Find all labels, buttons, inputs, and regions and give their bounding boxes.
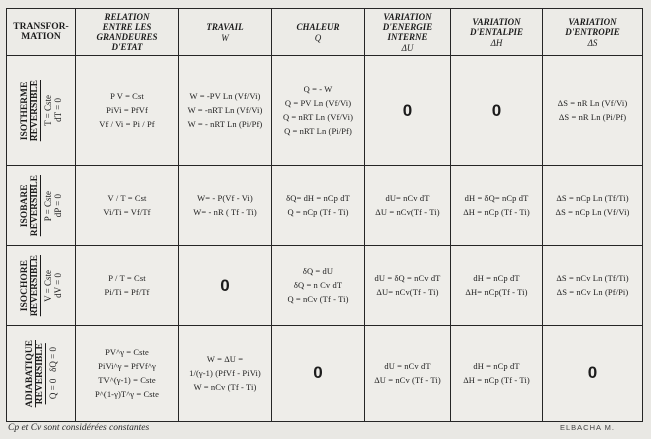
enthalpie-cell-content <box>453 167 540 244</box>
relation-cell-content <box>78 327 176 420</box>
travail-cell <box>179 166 272 246</box>
entropie-cell-formula: ΔS = nR Ln (Pi/Pf) <box>558 112 627 123</box>
chaleur-cell-formula: δQ= dH = nCp dT <box>286 193 350 204</box>
chaleur-cell-content <box>274 57 362 164</box>
enthalpie-cell <box>451 325 543 421</box>
enthalpie-cell-formula: dH = δQ= nCp dT <box>464 193 529 204</box>
transformation-name: ADIABATIQUE REVERSIBLE <box>24 339 45 408</box>
row-header-isotherme <box>7 56 76 166</box>
energie-cell-content <box>367 247 448 324</box>
energie-cell-formula: dU = nCv dT <box>384 360 431 371</box>
relation-cell-formula: P V = Cst <box>110 91 144 102</box>
travail-cell <box>179 325 272 421</box>
chaleur-cell-zero-value: 0 <box>313 363 323 383</box>
transformations-body <box>7 56 643 422</box>
header-relation: RELATION ENTRE LES GRANDEURES D'ETAT <box>76 9 179 56</box>
relation-cell-content <box>78 57 176 164</box>
travail-cell-formula: W= - P(Vf - Vi) <box>197 193 253 204</box>
chaleur-cell <box>272 325 365 421</box>
enthalpie-cell-content <box>453 327 540 420</box>
enthalpie-cell <box>451 246 543 326</box>
relation-cell-formula: P / T = Cst <box>108 273 146 283</box>
entropie-cell-zero-value: 0 <box>587 363 598 383</box>
entropie-cell-content <box>545 57 640 164</box>
travail-cell-formula: W = - nRT Ln (Pi/Pf) <box>187 119 263 130</box>
thermodynamic-transformations-table <box>6 8 643 422</box>
chaleur-cell-content <box>274 247 362 324</box>
enthalpie-cell-formula: ΔH = nCp (Tf - Ti) <box>463 207 530 218</box>
transformation-name: ISOCHORE REVERSIBLE <box>19 254 40 317</box>
travail-cell-zero-value: 0 <box>220 275 230 295</box>
relation-cell-formula: TV^(γ-1) = Cste <box>98 374 156 385</box>
chaleur-cell <box>272 166 365 246</box>
energie-cell-formula: dU= nCv dT <box>385 193 430 204</box>
travail-cell-formula: W = nCv (Tf - Ti) <box>193 381 257 392</box>
enthalpie-cell-content <box>453 247 540 324</box>
relation-cell <box>76 166 179 246</box>
enthalpie-cell-formula: ΔH= nCp(Tf - Ti) <box>465 287 528 297</box>
header-row <box>7 9 643 56</box>
entropie-cell-content <box>545 247 640 324</box>
header-enthalpie: VARIATION D'ENTALPIE ΔH <box>451 9 543 56</box>
energie-cell-formula: dU = δQ = nCv dT <box>374 273 441 283</box>
relation-cell-formula: Pi/Ti = Pf/Tf <box>104 287 150 297</box>
row-adiabatique <box>7 325 643 421</box>
entropie-cell-content <box>545 327 640 420</box>
entropie-cell-formula: ΔS = nR Ln (Vf/Vi) <box>557 98 628 109</box>
chaleur-cell-formula: Q = nCp (Tf - Ti) <box>287 207 349 218</box>
entropie-cell-formula: ΔS = nCp Ln (Tf/Ti) <box>556 193 629 204</box>
travail-cell <box>179 56 272 166</box>
energie-cell-content <box>367 167 448 244</box>
transformation-name: ISOTHERME REVERSIBLE <box>19 80 40 142</box>
relation-cell-formula: V / T = Cst <box>107 193 147 204</box>
header-energie-interne: VARIATION D'ENERGIE INTERNE ΔU <box>365 9 451 56</box>
travail-cell-content <box>181 167 269 244</box>
row-isotherme <box>7 56 643 166</box>
relation-cell <box>76 56 179 166</box>
row-isobare <box>7 166 643 246</box>
enthalpie-cell-content <box>453 57 540 164</box>
energie-cell-formula: ΔU = nCv (Tf - Ti) <box>374 374 441 385</box>
row-header-isobare <box>7 166 76 246</box>
energie-cell-content <box>367 327 448 420</box>
entropie-cell <box>543 166 643 246</box>
travail-cell-content <box>181 327 269 420</box>
entropie-cell-formula: ΔS = nCv Ln (Pf/Pi) <box>556 287 629 297</box>
header-transformation-l2: MATION <box>21 32 61 42</box>
chaleur-cell-formula: Q = - W <box>303 84 333 95</box>
chaleur-cell <box>272 56 365 166</box>
energie-cell-formula: ΔU = nCv(Tf - Ti) <box>375 207 440 218</box>
travail-cell-formula: W = -PV Ln (Vf/Vi) <box>189 91 261 102</box>
header-transformation-l1: TRANSFOR- <box>13 22 69 32</box>
relation-cell <box>76 246 179 326</box>
travail-cell-formula: W = -nRT Ln (Vf/Vi) <box>187 105 263 116</box>
energie-cell <box>365 325 451 421</box>
chaleur-cell-formula: Q = nRT Ln (Vf/Vi) <box>282 112 354 123</box>
chaleur-cell <box>272 246 365 326</box>
header-chaleur: CHALEUR Q <box>272 9 365 56</box>
enthalpie-cell-formula: dH = nCp dT <box>473 360 520 371</box>
chaleur-cell-formula: Q = PV Ln (Vf/Vi) <box>284 98 352 109</box>
energie-cell <box>365 166 451 246</box>
enthalpie-cell-formula: dH = nCp dT <box>473 273 520 283</box>
header-travail: TRAVAIL W <box>179 9 272 56</box>
relation-cell-formula: Vf / Vi = Pi / Pf <box>99 119 155 130</box>
author-signature: ELBACHA M. <box>560 423 616 432</box>
enthalpie-cell <box>451 56 543 166</box>
transformation-condition: P = Cste dP = 0 <box>42 190 63 221</box>
header-entropie: VARIATION D'ENTROPIE ΔS <box>543 9 643 56</box>
travail-cell-formula: W= - nR ( Tf - Ti) <box>193 207 257 218</box>
row-header-adiabatique <box>7 325 76 421</box>
travail-cell-content <box>181 57 269 164</box>
row-header-isochore <box>7 246 76 326</box>
relation-cell-formula: Vi/Ti = Vf/Tf <box>103 207 151 218</box>
travail-cell <box>179 246 272 326</box>
energie-cell <box>365 56 451 166</box>
transformation-name: ISOBARE REVERSIBLE <box>19 175 40 237</box>
entropie-cell <box>543 56 643 166</box>
relation-cell-formula: PiVi = PfVf <box>106 105 148 116</box>
energie-cell-formula: ΔU= nCv(Tf - Ti) <box>376 287 439 297</box>
energie-cell-zero-value: 0 <box>402 100 413 120</box>
relation-cell-formula: PV^γ = Cste <box>105 346 149 357</box>
chaleur-cell-formula: Q = nRT Ln (Pi/Pf) <box>284 126 352 137</box>
energie-cell-content <box>367 57 448 164</box>
chaleur-cell-content <box>274 327 362 420</box>
header-transformation <box>7 9 76 56</box>
travail-cell-formula: 1/(γ-1) (PfVf - PiVi) <box>189 367 261 378</box>
entropie-cell-formula: ΔS = nCp Ln (Vf/Vi) <box>555 207 630 218</box>
entropie-cell <box>543 325 643 421</box>
enthalpie-cell <box>451 166 543 246</box>
chaleur-cell-formula: δQ = n Cv dT <box>293 280 343 290</box>
enthalpie-cell-formula: ΔH = nCp (Tf - Ti) <box>463 374 530 385</box>
relation-cell <box>76 325 179 421</box>
energie-cell <box>365 246 451 326</box>
relation-cell-content <box>78 247 176 324</box>
transformation-condition: T = Cste dT = 0 <box>42 95 63 127</box>
transformation-condition: V = Cste dV = 0 <box>42 269 63 302</box>
travail-cell-content <box>181 247 269 324</box>
chaleur-cell-content <box>274 167 362 244</box>
footnote: Cp et Cv sont considérées constantes <box>8 423 150 433</box>
chaleur-cell-formula: Q = nCv (Tf - Ti) <box>287 294 349 304</box>
travail-cell-formula: W = ΔU = <box>206 353 244 364</box>
chaleur-cell-formula: δQ = dU <box>302 266 334 276</box>
enthalpie-cell-zero-value: 0 <box>491 100 502 120</box>
relation-cell-content <box>78 167 176 244</box>
relation-cell-formula: P^(1-γ)T^γ = Cste <box>94 388 159 399</box>
entropie-cell-content <box>545 167 640 244</box>
relation-cell-formula: PiVi^γ = PfVf^γ <box>98 360 156 371</box>
transformation-condition: Q = 0 δQ = 0 <box>47 347 58 400</box>
entropie-cell <box>543 246 643 326</box>
entropie-cell-formula: ΔS = nCv Ln (Tf/Ti) <box>556 273 629 283</box>
row-isochore <box>7 246 643 326</box>
